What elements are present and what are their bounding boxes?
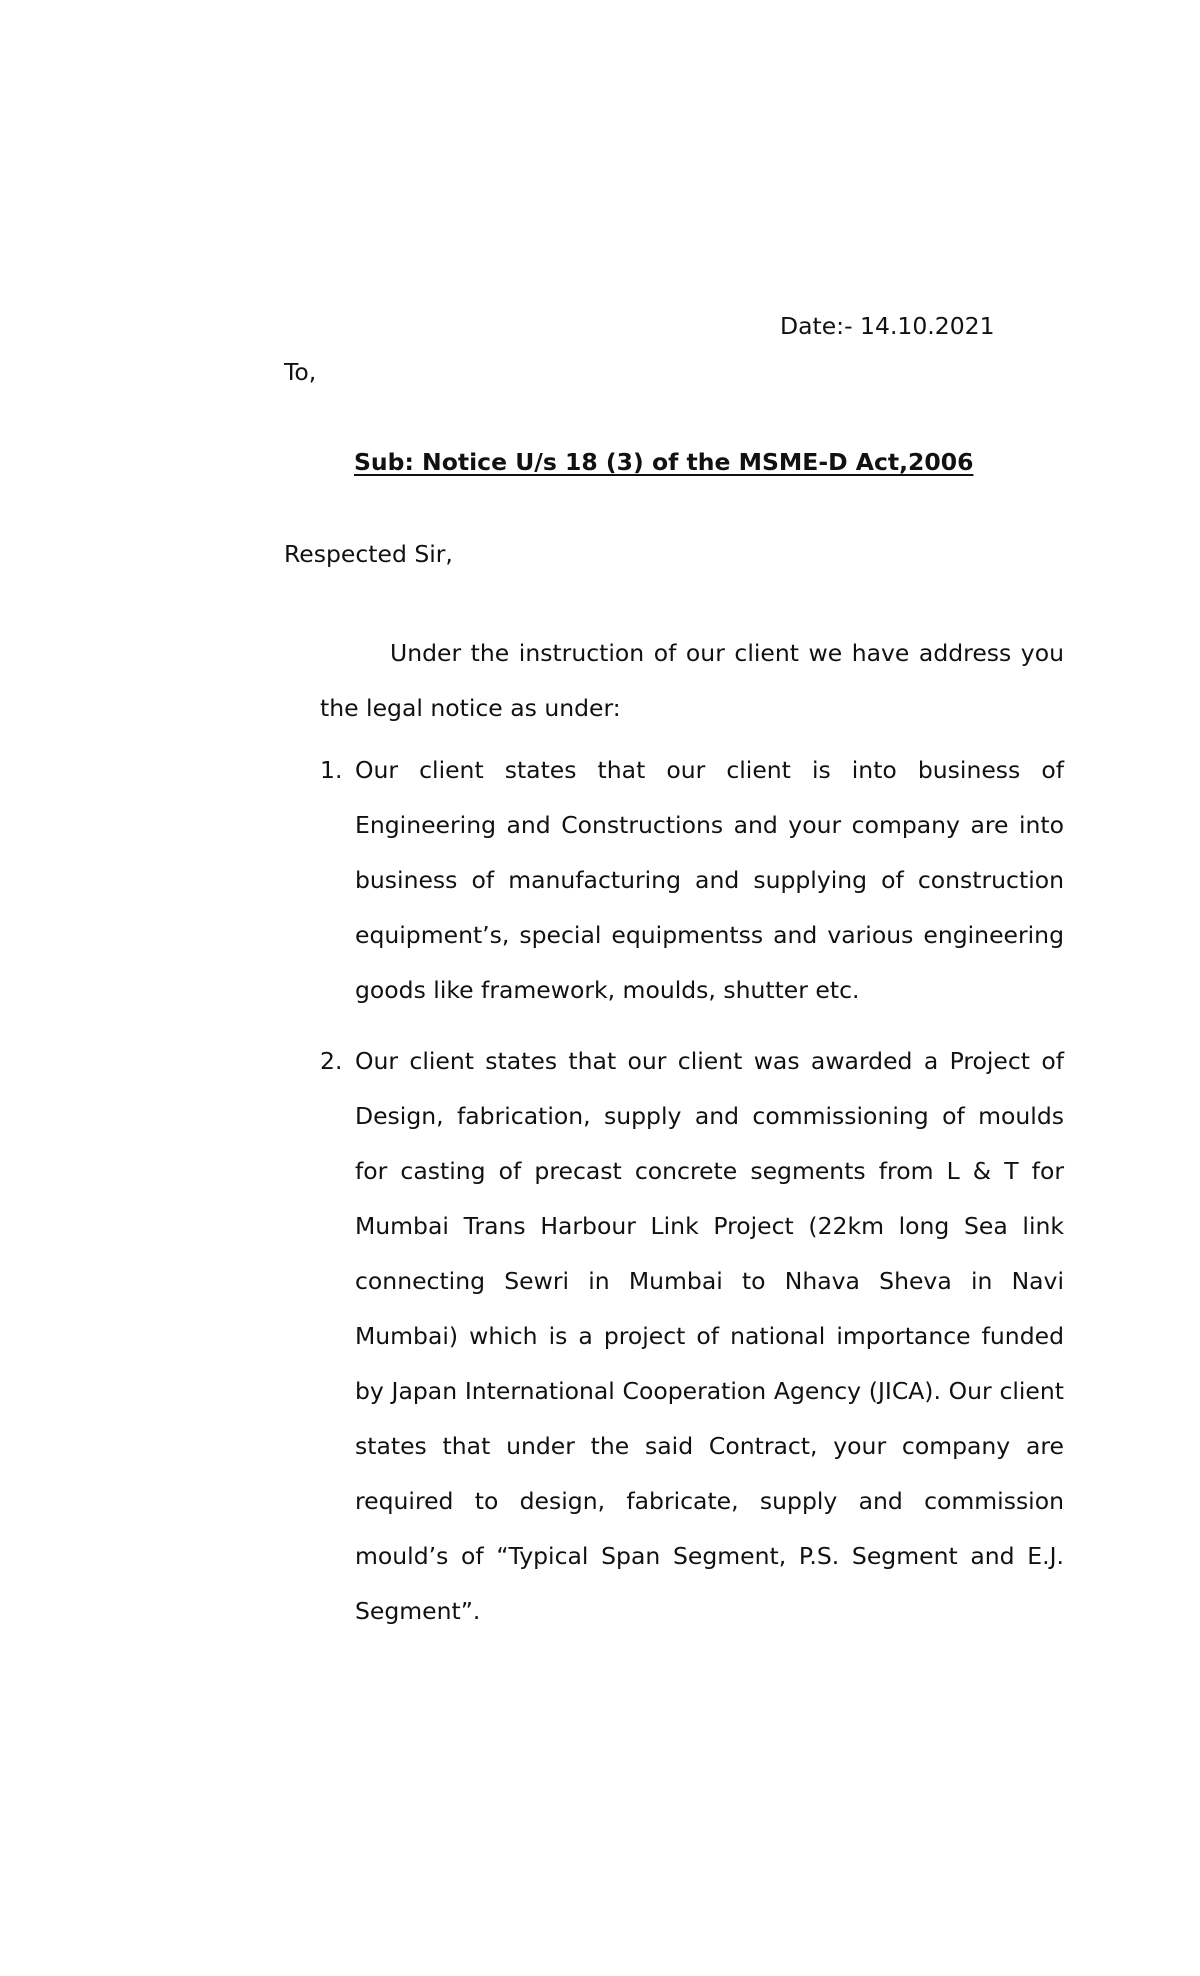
letter-subject: Sub: Notice U/s 18 (3) of the MSME-D Act,2006: [354, 448, 974, 476]
list-item-text: Our client states that our client is into business of Engineering and Constructions and your company are into business of manufacturing and supplying of construction equipment’s, special equipmentss and various engineering goods like framework, moulds, shutter etc.: [355, 756, 1064, 1004]
intro-paragraph: Under the instruction of our client we have address you the legal notice as under:: [320, 639, 1064, 722]
list-item: [320, 743, 1064, 1018]
list-item: [320, 1034, 1064, 1639]
list-item-text: Our client states that our client was awarded a Project of Design, fabrication, supply and commissioning of moulds for casting of precast concrete segments from L & T for Mumbai Trans Harbour Link Project (22km long Sea link connecting Sewri in Mumbai to Nhava Sheva in Navi Mumbai) which is a project of national importance funded by Japan International Cooperation Agency (JICA). Our client states that under the said Contract, your company are required to design, fabricate, supply and commission mould’s of “Typical Span Segment, P.S. Segment and E.J. Segment”.: [355, 1047, 1064, 1625]
recipient-heading: To,: [284, 358, 317, 386]
letter-date: Date:- 14.10.2021: [780, 312, 995, 340]
list-item-number: 1.: [320, 756, 343, 784]
list-item-number: 2.: [320, 1047, 343, 1075]
salutation: Respected Sir,: [284, 540, 453, 568]
